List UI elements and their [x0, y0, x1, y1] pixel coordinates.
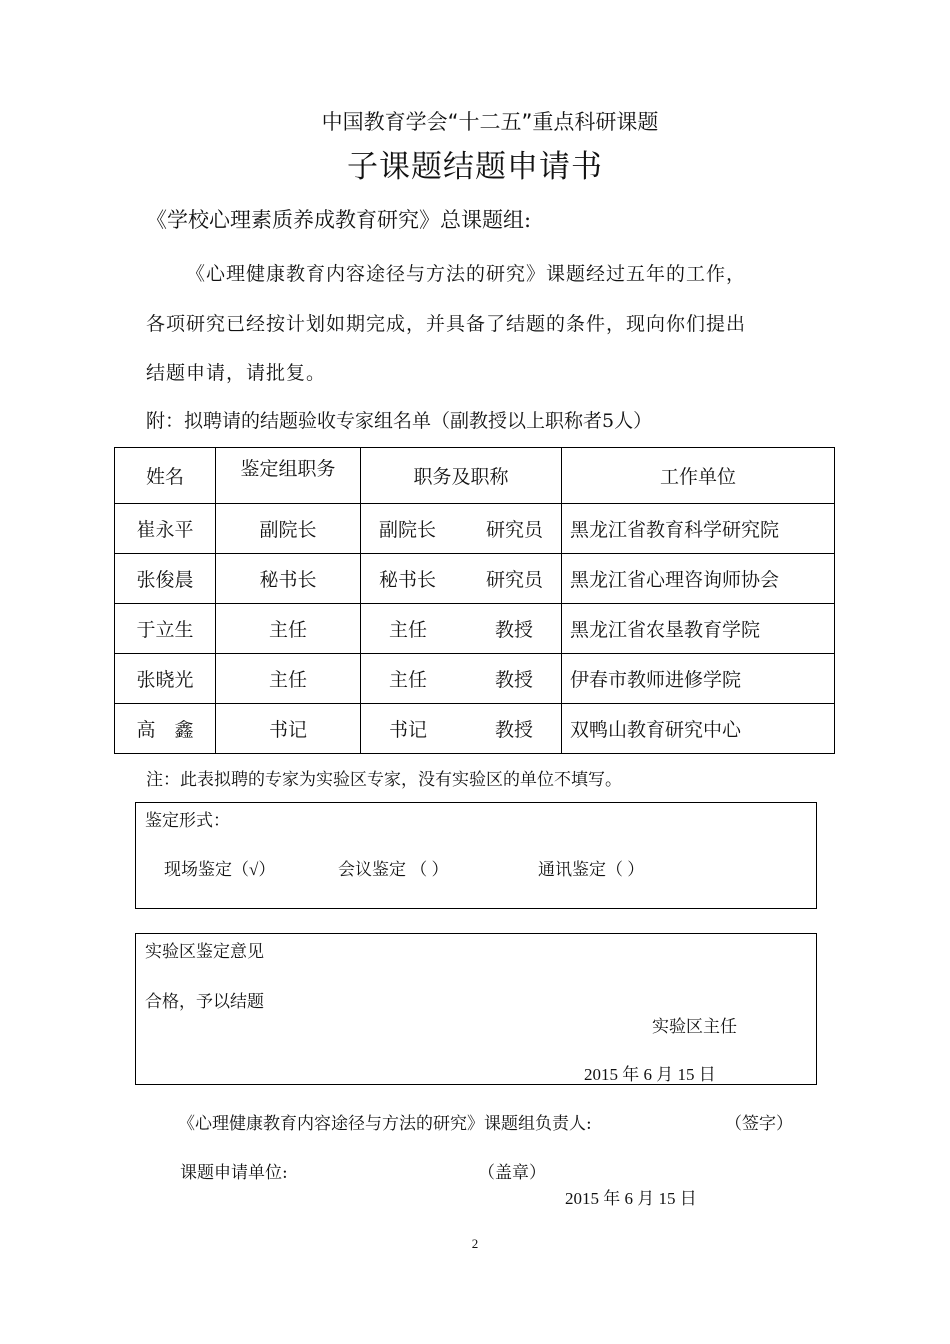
cell-position-post: 书记 — [389, 719, 428, 741]
cell-position-title: 研究员 — [485, 569, 543, 591]
cell-unit: 黑龙江省农垦教育学院 — [562, 604, 835, 654]
appraisal-form-label: 鉴定形式： — [145, 811, 230, 830]
application-date: 2015 年 6 月 15 日 — [565, 1189, 697, 1208]
cell-position-title: 教授 — [494, 619, 533, 641]
cell-unit: 伊春市教师进修学院 — [562, 654, 835, 704]
col-header-name: 姓名 — [115, 448, 216, 504]
cell-unit: 黑龙江省心理咨询师协会 — [562, 554, 835, 604]
cell-position — [361, 554, 562, 604]
applicant-unit-label: 课题申请单位: — [180, 1163, 288, 1183]
cell-name: 张俊晨 — [115, 554, 216, 604]
table-row — [115, 654, 835, 704]
cell-role: 副院长 — [216, 504, 361, 554]
cell-role: 主任 — [216, 604, 361, 654]
table-row — [115, 604, 835, 654]
cell-unit: 黑龙江省教育科学研究院 — [562, 504, 835, 554]
expert-table — [114, 447, 835, 754]
cell-role: 书记 — [216, 704, 361, 754]
cell-role: 主任 — [216, 654, 361, 704]
cell-name: 崔永平 — [115, 504, 216, 554]
option-onsite: 现场鉴定（√） — [164, 860, 276, 879]
option-correspondence: 通讯鉴定（ ） — [538, 860, 645, 879]
cell-role: 秘书长 — [216, 554, 361, 604]
cell-name: 于立生 — [115, 604, 216, 654]
table-row — [115, 554, 835, 604]
cell-position — [361, 604, 562, 654]
cell-position-post: 副院长 — [379, 519, 437, 541]
col-header-unit: 工作单位 — [562, 448, 835, 504]
cell-position — [361, 704, 562, 754]
opinion-date: 2015 年 6 月 15 日 — [584, 1065, 716, 1084]
opinion-signer: 实验区主任 — [652, 1017, 737, 1036]
page-number: 2 — [471, 1236, 479, 1251]
body-line-3: 结题申请，请批复。 — [146, 362, 327, 384]
leader-signature-label: 《心理健康教育内容途径与方法的研究》课题组负责人: — [178, 1114, 592, 1134]
cell-unit: 双鸭山教育研究中心 — [562, 704, 835, 754]
leader-signature-mark: （签字） — [725, 1114, 793, 1134]
cell-position — [361, 504, 562, 554]
table-footnote: 注：此表拟聘的专家为实验区专家，没有实验区的单位不填写。 — [146, 770, 622, 789]
cell-position-post: 秘书长 — [379, 569, 437, 591]
option-meeting: 会议鉴定 （ ） — [338, 860, 449, 879]
cell-position-title: 研究员 — [485, 519, 543, 541]
attachment-note: 附：拟聘请的结题验收专家组名单（副教授以上职称者5人） — [146, 410, 653, 432]
table-header-row — [115, 448, 835, 504]
body-line-1: 《心理健康教育内容途径与方法的研究》课题经过五年的工作， — [186, 263, 747, 285]
table-row — [115, 504, 835, 554]
cell-position-title: 教授 — [494, 669, 533, 691]
opinion-title: 实验区鉴定意见 — [145, 942, 264, 961]
col-header-position: 职务及职称 — [361, 448, 562, 504]
doc-header-line1: 中国教育学会“十二五”重点科研课题 — [321, 110, 659, 134]
cell-position — [361, 654, 562, 704]
appraisal-form-box — [135, 802, 817, 909]
opinion-box — [135, 933, 817, 1085]
cell-position-title: 教授 — [494, 719, 533, 741]
salutation: 《学校心理素质养成教育研究》总课题组: — [146, 208, 532, 232]
cell-name: 高 鑫 — [115, 704, 216, 754]
opinion-text: 合格，予以结题 — [145, 992, 264, 1011]
cell-name: 张晓光 — [115, 654, 216, 704]
cell-position-post: 主任 — [389, 669, 428, 691]
cell-position-post: 主任 — [389, 619, 428, 641]
applicant-unit-seal: （盖章） — [478, 1163, 546, 1183]
table-row — [115, 704, 835, 754]
doc-title: 子课题结题申请书 — [347, 149, 603, 185]
col-header-role: 鉴定组职务 — [216, 448, 361, 504]
body-line-2: 各项研究已经按计划如期完成，并具备了结题的条件，现向你们提出 — [146, 313, 747, 335]
